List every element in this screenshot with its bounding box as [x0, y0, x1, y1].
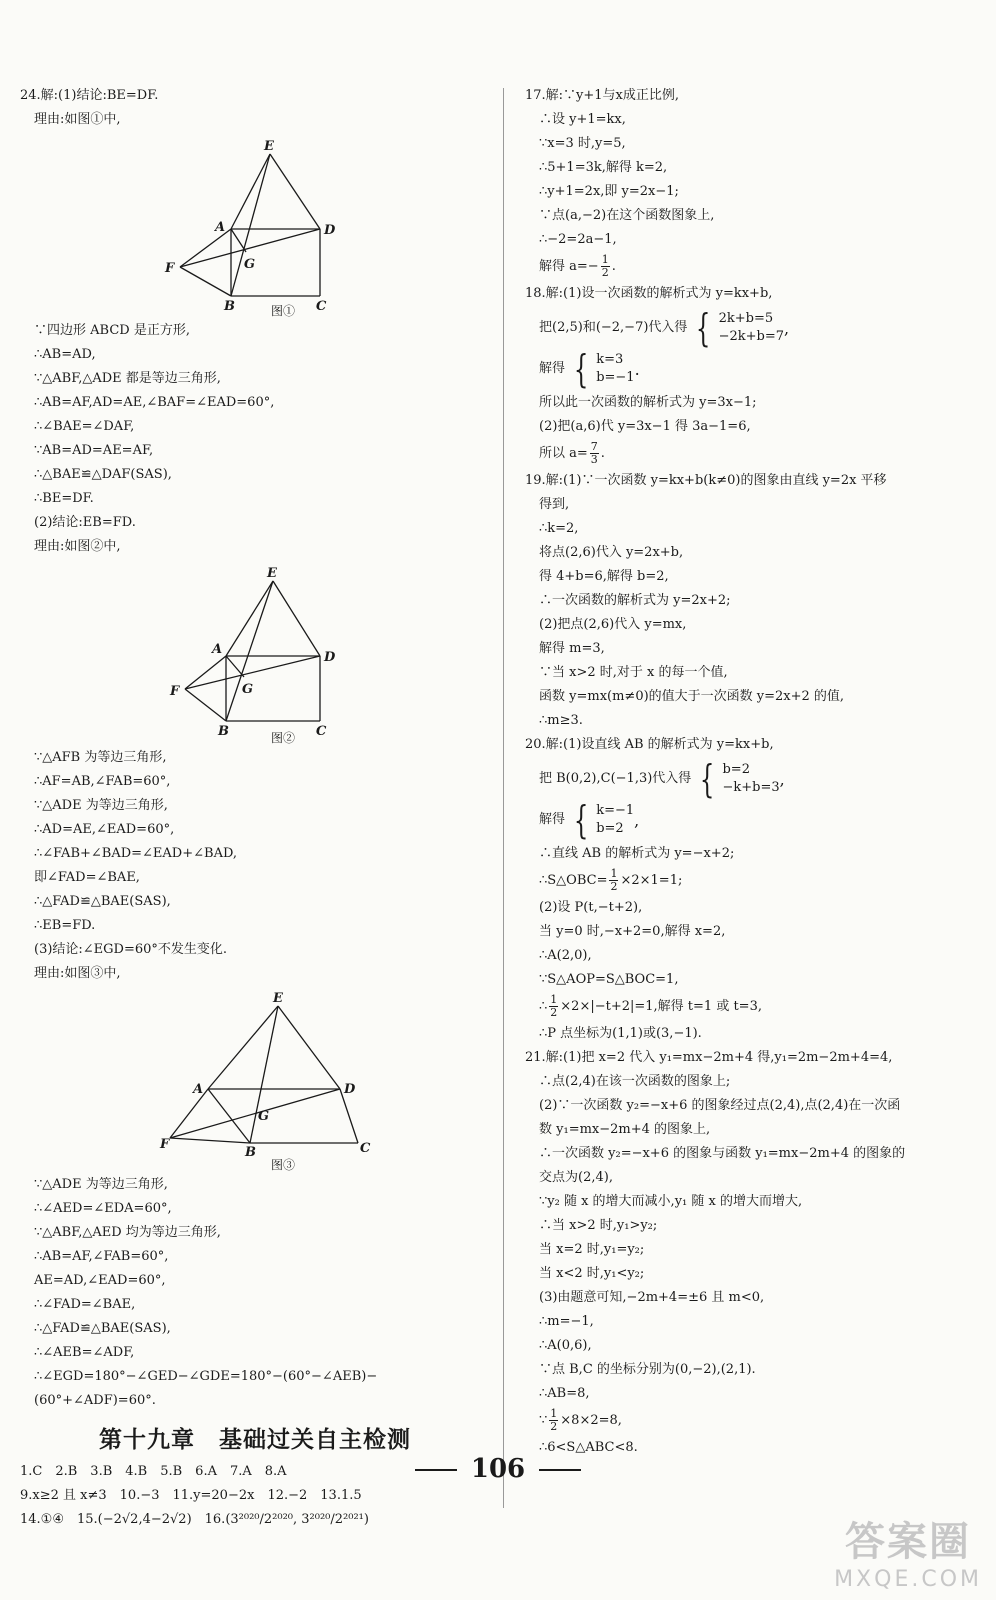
label-C: C [316, 724, 327, 739]
area-pre: ∵ [539, 1413, 548, 1428]
reason-3: 理由:如图③中, [34, 966, 121, 981]
q18-line: 所以此一次函数的解析式为 y=3x−1; [539, 395, 757, 410]
numerator: 1 [550, 1407, 558, 1420]
proof-line: ∴∠EGD=180°−∠GED−∠GDE=180°−(60°−∠AEB)− [34, 1369, 378, 1384]
proof-line: ∴△FAD≌△BAE(SAS), [34, 1321, 171, 1336]
q21-line: ∵y₂ 随 x 的增大而减小,y₁ 随 x 的增大而增大, [539, 1194, 803, 1209]
q17-line: ∴设 y+1=kx, [539, 112, 626, 127]
q20-line: ∴P 点坐标为(1,1)或(3,−1). [539, 1026, 702, 1041]
proof-line: ∴∠FAB+∠BAD=∠EAD+∠BAD, [34, 846, 238, 861]
figure-3 [160, 986, 400, 1160]
label-G: G [242, 682, 254, 697]
minus-sign: − [587, 259, 599, 274]
proof-line: ∵△ADE 为等边三角形, [34, 798, 168, 813]
right-column [525, 84, 980, 1460]
brace-icon: { [696, 306, 711, 350]
proof-line: ∴AF=AB,∠FAB=60°, [34, 774, 171, 789]
equation: k=−1 [596, 803, 635, 818]
label-F: F [160, 1137, 170, 1152]
page-number: 106 [470, 1454, 526, 1484]
fraction [601, 254, 610, 279]
part-3: (3)结论:∠EGD=60°不发生变化. [34, 942, 228, 957]
q21-line: 数 y₁=mx−2m+4 的图象上, [539, 1122, 711, 1137]
q19-line: 得 4+b=6,解得 b=2, [539, 569, 669, 584]
proof-line: ∴∠AED=∠EDA=60°, [34, 1201, 172, 1216]
q19-line: 19.解:(1)∵一次函数 y=kx+b(k≠0)的图象由直线 y=2x 平移 [525, 473, 887, 488]
q20-line: 当 y=0 时,−x+2=0,解得 x=2, [539, 924, 726, 939]
label-E: E [264, 139, 274, 154]
q17-line: ∴−2=2a−1, [539, 232, 617, 247]
proof-line: ∴∠BAE=∠DAF, [34, 419, 135, 434]
q21-line: ∴A(0,6), [539, 1338, 592, 1353]
label-B: B [218, 724, 229, 739]
q19-line: 解得 m=3, [539, 641, 605, 656]
q20-heading: 20.解:(1)设直线 AB 的解析式为 y=kx+b, [525, 737, 774, 752]
q21-line: (2)∵一次函数 y₂=−x+6 的图象经过点(2,4),点(2,4)在一次函 [539, 1098, 901, 1113]
q20-system-2: 解得 { k=−1 b=2 , [539, 798, 640, 842]
fraction [590, 441, 599, 466]
proof-line: (60°+∠ADF)=60°. [34, 1393, 156, 1408]
label-G: G [258, 1109, 270, 1124]
eq-pre: ∴ [539, 999, 548, 1014]
left-column [20, 84, 490, 1532]
label-F: F [170, 684, 180, 699]
label-B: B [245, 1145, 256, 1160]
q19-line: ∴一次函数的解析式为 y=2x+2; [539, 593, 731, 608]
q21-line: ∴点(2,4)在该一次函数的图象上; [539, 1074, 731, 1089]
brace-icon: { [700, 757, 715, 801]
page-number-row [0, 1454, 996, 1484]
proof-line: 即∠FAD=∠BAE, [34, 870, 140, 885]
label-A: A [215, 220, 226, 235]
proof-line: ∵△ADE 为等边三角形, [34, 1177, 168, 1192]
label-B: B [224, 299, 235, 314]
q20-line: (2)设 P(t,−t+2), [539, 900, 643, 915]
label-A: A [212, 642, 223, 657]
q21-line: ∴6<S△ABC<8. [539, 1440, 638, 1455]
q19-line: ∴k=2, [539, 521, 579, 536]
answer-row: 9.x≥2 且 x≠3 10.−3 11.y=20−2x 12.−2 13.1.5 [20, 1488, 362, 1503]
equation: −2k+b=7 [718, 329, 785, 344]
q24-heading: 24.解:(1)结论:BE=DF. [20, 88, 159, 103]
numerator: 7 [590, 440, 598, 453]
dash-left [415, 1469, 457, 1471]
q18-system-1: 把(2,5)和(−2,−7)代入得 { 2k+b=5 −2k+b=7 , [539, 306, 790, 350]
equation: b=−1 [596, 370, 635, 385]
proof-line: ∵△ABF,△ADE 都是等边三角形, [34, 371, 221, 386]
q21-line: 当 x=2 时,y₁=y₂; [539, 1242, 645, 1257]
equation: b=2 [722, 762, 750, 777]
q21-line: ∴一次函数 y₂=−x+6 的图象与函数 y₁=mx−2m+4 的图象的 [539, 1146, 906, 1161]
q20-system-1: 把 B(0,2),C(−1,3)代入得 { b=2 −k+b=3 , [539, 757, 785, 801]
proof-line: ∵四边形 ABCD 是正方形, [34, 323, 190, 338]
proof-line: ∴AB=AF,∠FAB=60°, [34, 1249, 169, 1264]
eq-post: ×2×|−t+2|=1,解得 t=1 或 t=3, [560, 999, 762, 1014]
watermark-url: MXQE.COM [834, 1567, 982, 1592]
equation-stack [596, 351, 634, 387]
label-A: A [193, 1082, 204, 1097]
q18-heading: 18.解:(1)设一次函数的解析式为 y=kx+b, [525, 286, 773, 301]
q18-sub: 把(2,5)和(−2,−7)代入得 [539, 320, 688, 335]
q17-line: ∵点(a,−2)在这个函数图象上, [539, 208, 715, 223]
label-C: C [360, 1141, 371, 1156]
solve-label: 解得 [539, 361, 566, 376]
column-divider [503, 88, 504, 1508]
proof-line: ∴AD=AE,∠EAD=60°, [34, 822, 175, 837]
label-G: G [244, 257, 256, 272]
denominator: 2 [601, 266, 609, 279]
proof-line: ∴BE=DF. [34, 491, 94, 506]
q19-line: 将点(2,6)代入 y=2x+b, [539, 545, 684, 560]
q20-line: ∴A(2,0), [539, 948, 592, 963]
area-post: ×8×2=8, [560, 1413, 622, 1428]
q19-line: (2)把点(2,6)代入 y=mx, [539, 617, 687, 632]
q21-line: 交点为(2,4), [539, 1170, 613, 1185]
dash-right [539, 1469, 581, 1471]
q20-equation [525, 992, 980, 1022]
equation-stack [596, 802, 634, 838]
q19-line: 得到, [539, 497, 570, 512]
q19-line: 函数 y=mx(m≠0)的值大于一次函数 y=2x+2 的值, [539, 689, 845, 704]
q21-line: ∴当 x>2 时,y₁>y₂; [539, 1218, 658, 1233]
q20-line: ∴直线 AB 的解析式为 y=−x+2; [539, 846, 735, 861]
figure-2-caption: 图② [270, 731, 295, 745]
numerator: 1 [601, 253, 609, 266]
fraction [609, 868, 618, 893]
proof-line: ∵△ABF,△AED 均为等边三角形, [34, 1225, 221, 1240]
proof-line: ∴△FAD≌△BAE(SAS), [34, 894, 171, 909]
q21-line: ∴m=−1, [539, 1314, 594, 1329]
q17-line: 17.解:∵y+1与x成正比例, [525, 88, 680, 103]
fraction [549, 1408, 558, 1433]
label-C: C [316, 299, 327, 314]
proof-line: AE=AD,∠EAD=60°, [34, 1273, 166, 1288]
brace-icon: { [573, 347, 589, 391]
q21-line: 当 x<2 时,y₁<y₂; [539, 1266, 645, 1281]
q21-line: ∴AB=8, [539, 1386, 590, 1401]
part-2: (2)结论:EB=FD. [34, 515, 136, 530]
q21-line: 21.解:(1)把 x=2 代入 y₁=mx−2m+4 得,y₁=2m−2m+4=4, [525, 1050, 893, 1065]
proof-line: ∴AB=AD, [34, 347, 96, 362]
fraction [549, 994, 558, 1019]
q17-result-text: 解得 a= [539, 259, 588, 274]
proof-line: ∵AB=AD=AE=AF, [34, 443, 154, 458]
equation-stack [722, 761, 779, 797]
label-D: D [344, 1082, 356, 1097]
area-post: ×2×1=1; [620, 873, 683, 888]
label-E: E [267, 566, 277, 581]
watermark [834, 1510, 982, 1592]
q18-line: (2)把(a,6)代 y=3x−1 得 3a−1=6, [539, 419, 751, 434]
q17-result: 解得 a=− $\frac{1}{2}$ . [539, 253, 616, 279]
q19-line: ∵当 x>2 时,对于 x 的每一个值, [539, 665, 728, 680]
proof-line: ∴∠FAD=∠BAE, [34, 1297, 136, 1312]
area-pre: ∴S△OBC= [539, 873, 608, 888]
q21-area [525, 1406, 980, 1436]
answer-row: 1.C 2.B 3.B 4.B 5.B 6.A 7.A 8.A [20, 1464, 287, 1479]
numerator: 1 [550, 993, 558, 1006]
chapter-heading: 第十九章 基础过关自主检测 [99, 1426, 411, 1453]
answer-row: 14.①④ 15.(−2√2,4−2√2) 16.(3²⁰²⁰/2²⁰²⁰, 3²⁰²⁰/2²⁰²¹) [20, 1512, 369, 1527]
denominator: 3 [590, 453, 598, 466]
label-D: D [324, 223, 336, 238]
figure-3-caption: 图③ [270, 1158, 295, 1172]
solve-label: 解得 [539, 812, 566, 827]
q20-sub: 把 B(0,2),C(−1,3)代入得 [539, 771, 692, 786]
q18-result: 所以 a= $\frac{7}{3}$ . [539, 440, 605, 466]
numerator: 1 [610, 867, 618, 880]
q17-line: ∵x=3 时,y=5, [539, 136, 626, 151]
equation: −k+b=3 [722, 780, 780, 795]
equation: b=2 [596, 821, 624, 836]
denominator: 2 [550, 1006, 558, 1019]
reason-1: 理由:如图①中, [34, 112, 121, 127]
label-F: F [165, 261, 175, 276]
q18-result-text: 所以 a= [539, 446, 588, 461]
equation: k=3 [596, 352, 624, 367]
reason-2: 理由:如图②中, [34, 539, 121, 554]
q17-line: ∴y+1=2x,即 y=2x−1; [539, 184, 679, 199]
q18-system-2: 解得 { k=3 b=−1 . [539, 347, 640, 391]
q17-line: ∴5+1=3k,解得 k=2, [539, 160, 668, 175]
brace-icon: { [573, 798, 589, 842]
label-D: D [324, 650, 336, 665]
q21-line: ∵点 B,C 的坐标分别为(0,−2),(2,1). [539, 1362, 756, 1377]
label-E: E [273, 991, 283, 1006]
watermark-logo: 答案圈 [845, 1519, 972, 1565]
proof-line: ∴EB=FD. [34, 918, 96, 933]
proof-line: ∴AB=AF,AD=AE,∠BAF=∠EAD=60°, [34, 395, 275, 410]
q20-area [525, 866, 980, 896]
q19-line: ∴m≥3. [539, 713, 583, 728]
proof-line: ∴∠AEB=∠ADF, [34, 1345, 135, 1360]
equation-stack [719, 310, 784, 346]
proof-line: ∵△AFB 为等边三角形, [34, 750, 167, 765]
denominator: 2 [610, 880, 618, 893]
equation: 2k+b=5 [718, 311, 774, 326]
denominator: 2 [550, 1420, 558, 1433]
figure-1-caption: 图① [270, 304, 295, 318]
q21-line: (3)由题意可知,−2m+4=±6 且 m<0, [539, 1290, 765, 1305]
q20-line: ∵S△AOP=S△BOC=1, [539, 972, 679, 987]
proof-line: ∴△BAE≌△DAF(SAS), [34, 467, 172, 482]
